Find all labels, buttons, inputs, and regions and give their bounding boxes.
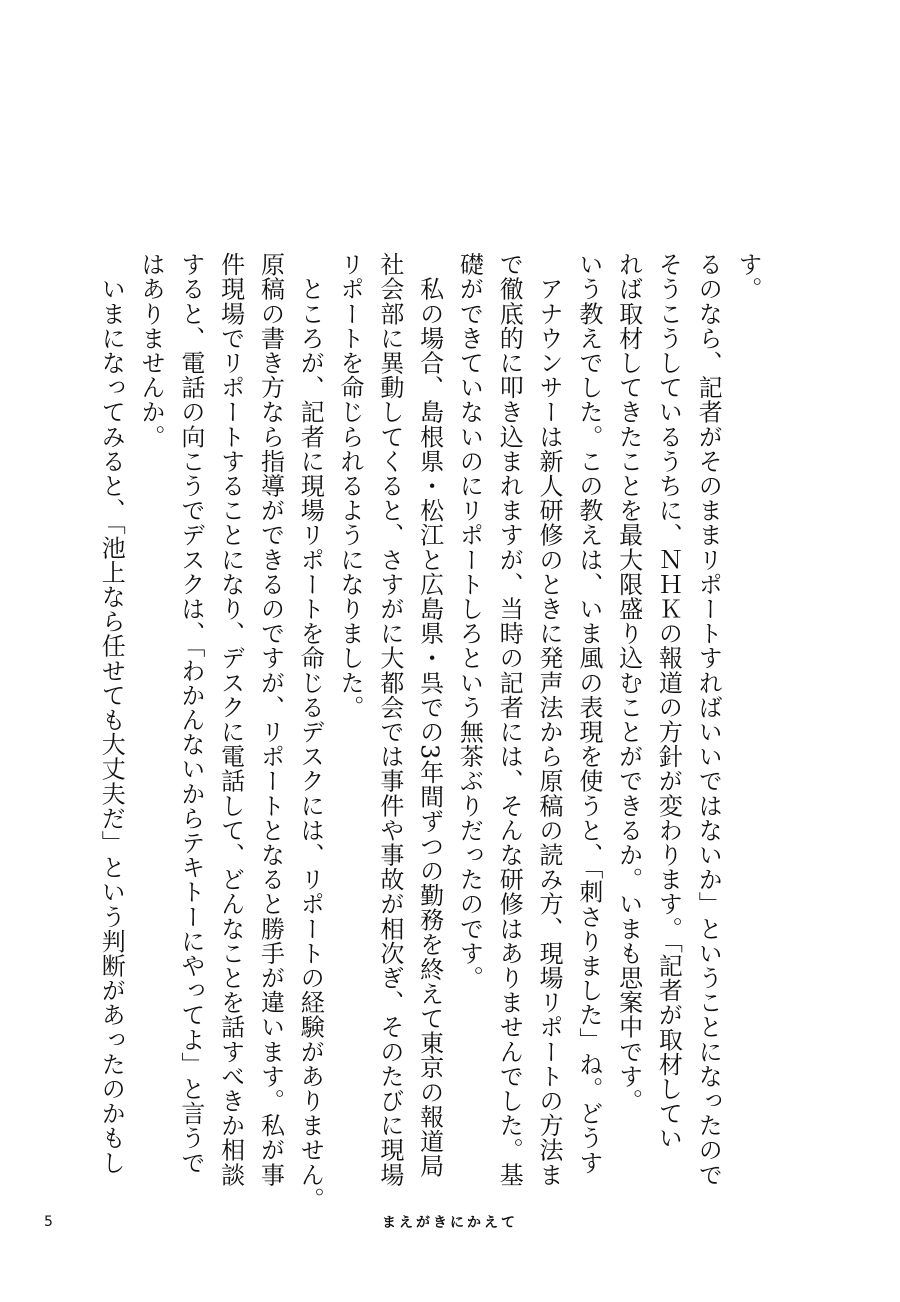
text-line: 礎ができていないのにリポートしろという無茶ぶりだったのです。 [455,252,484,990]
text-line: 件現場でリポートすることになり、デスクに電話して、どんなことを話すべきか相談 [216,252,245,1187]
text-line: ところが、記者に現場リポートを命じるデスクには、リポートの経験がありません。 [296,252,325,1212]
text-line: リポートを命じられるようになりました。 [336,252,365,720]
text-line: 社会部に異動してくると、さすがに大都会では事件や事故が相次ぎ、そのたびに現場 [375,252,404,1187]
body-text [90,252,767,1212]
text-line: いまになってみると、「池上なら任せても大丈夫だ」という判断があったのかもし [97,252,126,1175]
running-title: まえがきにかえて [382,1215,518,1231]
text-line: で徹底的に叩き込まれますが、当時の記者には、そんな研修はありませんでした。基 [495,252,524,1187]
text-line: いう教えでした。この教えは、いま風の表現を使うと、「刺さりました」ね。どうす [574,252,603,1175]
text-line: アナウンサーは新人研修のときに発声法から原稿の読み方、現場リポートの方法ま [535,252,564,1187]
text-line: そうこうしているうちに、ＮＨＫの報道の方針が変わります。「記者が取材してい [654,252,683,1151]
page-number: 5 [44,1214,53,1230]
text-line: れば取材してきたことを最大限盛り込むことができるか。いまも思案中です。 [614,252,643,1113]
text-line: はありませんか。 [137,252,166,449]
text-line: す。 [734,252,762,302]
text-line: 私の場合、島根県・松江と広島県・呉での3年間ずつの勤務を終えて東京の報道局 [415,252,444,1179]
text-line: すると、電話の向こうでデスクは、「わかんないからテキトーにやってよ」と言うで [176,252,205,1175]
text-line: 原稿の書き方なら指導ができるのですが、リポートとなると勝手が違います。私が事 [256,252,285,1187]
text-line: るのなら、記者がそのままリポートすればいいではないか」ということになったので [694,252,723,1187]
